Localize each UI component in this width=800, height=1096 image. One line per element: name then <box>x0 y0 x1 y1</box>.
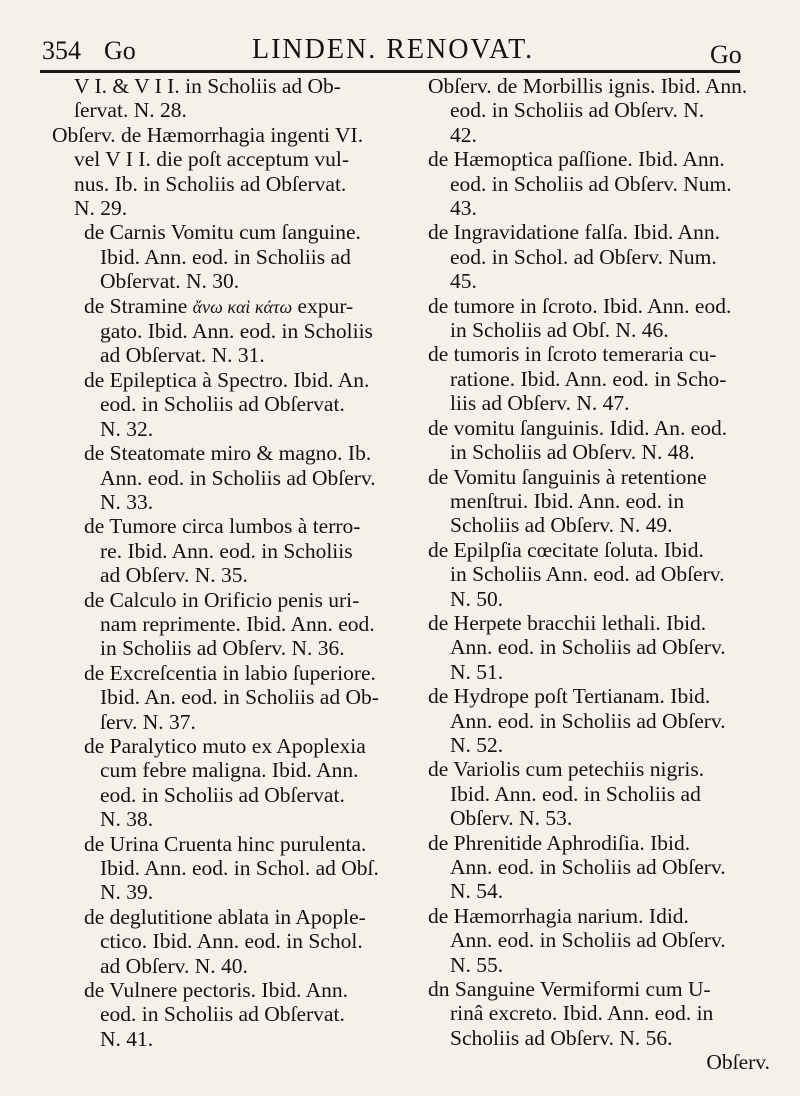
index-line: de Tumore circa lumbos à terro- <box>84 514 361 539</box>
index-line: Ann. eod. in Scholiis ad Obſerv. <box>450 855 726 879</box>
index-line: V I. & V I I. in Scholiis ad Ob- <box>74 74 341 98</box>
index-line: 42. <box>450 122 477 147</box>
index-line: de Excreſcentia in labio ſuperiore. <box>84 660 376 685</box>
running-title: LINDEN. RENOVAT. <box>252 34 535 65</box>
index-line: in Scholiis ad Obſerv. N. 36. <box>100 636 345 661</box>
index-line: eod. in Scholiis ad Obſerv. N. <box>450 98 705 123</box>
index-line: de tumoris in ſcroto temeraria cu- <box>428 342 717 367</box>
index-line: de Vulnere pectoris. Ibid. Ann. <box>84 978 349 1003</box>
index-line: ad Obſerv. N. 35. <box>100 563 248 588</box>
index-line: eod. in Scholiis ad Obſerv. Num. <box>450 171 732 196</box>
index-line: de Paralytico muto ex Apoplexia <box>84 733 366 758</box>
index-line: ad Obſerv. N. 40. <box>100 953 248 978</box>
index-line: de Carnis Vomitu cum ſanguine. <box>84 220 361 245</box>
index-line: in Scholiis Ann. eod. ad Obſerv. <box>450 562 725 587</box>
index-line: N. 38. <box>100 807 154 832</box>
index-line: Obſerv. de Morbillis ignis. Ibid. Ann. <box>428 74 748 98</box>
index-line: N. 41. <box>100 1026 154 1051</box>
index-line: ſerv. N. 37. <box>100 709 196 734</box>
index-line: Ann. eod. in Scholiis ad Obſerv. <box>450 635 726 660</box>
index-line: menſtrui. Ibid. Ann. eod. in <box>450 488 685 513</box>
index-line: gato. Ibid. Ann. eod. in Scholiis <box>100 319 373 344</box>
index-line: N. 54. <box>450 879 504 904</box>
index-line: de vomitu ſanguinis. Idid. An. eod. <box>428 415 728 440</box>
index-line: eod. in Schol. ad Obſerv. Num. <box>450 244 717 269</box>
index-line: rinâ excreto. Ibid. Ann. eod. in <box>450 1001 714 1026</box>
index-line: 43. <box>450 196 477 221</box>
index-line: Ann. eod. in Scholiis ad Obſerv. <box>100 465 376 490</box>
index-line: de Epileptica à Spectro. Ibid. An. <box>84 367 370 392</box>
index-line: ratione. Ibid. Ann. eod. in Scho- <box>450 366 727 391</box>
index-line: Ibid. Ann. eod. in Schol. ad Obſ. <box>100 856 379 880</box>
index-line: de Hæmorrhagia narium. Idid. <box>428 903 689 928</box>
index-line: N. 29. <box>74 196 128 221</box>
index-line: eod. in Scholiis ad Obſervat. <box>100 782 345 807</box>
index-line: N. 52. <box>450 732 504 757</box>
index-line: Ibid. An. eod. in Scholiis ad Ob- <box>100 685 379 710</box>
index-line: liis ad Obſerv. N. 47. <box>450 391 630 416</box>
index-line: Obſerv. N. 53. <box>450 806 573 831</box>
index-line: de Hydrope poſt Tertianam. Ibid. <box>428 684 711 709</box>
index-line: Obſerv. de Hæmorrhagia ingenti VI. <box>52 122 364 147</box>
index-line: dn Sanguine Vermiformi cum U- <box>428 977 711 1002</box>
greek-phrase: ἄνω καὶ κάτω <box>192 296 293 317</box>
index-line: re. Ibid. Ann. eod. in Scholiis <box>100 538 353 563</box>
index-line: Scholiis ad Obſerv. N. 49. <box>450 513 673 538</box>
left-catchword: Go <box>104 36 136 65</box>
index-line: de tumore in ſcroto. Ibid. Ann. eod. <box>428 293 732 318</box>
index-line: de Hæmoptica paſſione. Ibid. Ann. <box>428 147 725 172</box>
index-line: ctico. Ibid. Ann. eod. in Schol. <box>100 929 363 954</box>
index-line: de Epilpſia cœcitate ſoluta. Ibid. <box>428 537 704 562</box>
index-line: de Vomitu ſanguinis à retentione <box>428 464 707 489</box>
header-rule <box>40 70 740 73</box>
index-line: de Ingravidatione falſa. Ibid. Ann. <box>428 220 720 245</box>
index-line: N. 50. <box>450 586 504 611</box>
index-text: de Stramine <box>84 293 188 318</box>
index-line: de Herpete bracchii lethali. Ibid. <box>428 610 707 635</box>
index-text: expur- <box>297 293 354 318</box>
index-line: N. 55. <box>450 952 504 977</box>
page-number: 354 <box>42 36 81 65</box>
index-line: in Scholiis ad Obſerv. N. 48. <box>450 440 695 465</box>
index-line: cum febre maligna. Ibid. Ann. <box>100 758 359 783</box>
index-line: Ann. eod. in Scholiis ad Obſerv. <box>450 928 726 953</box>
index-line: de Steatomate miro & magno. Ib. <box>84 441 372 466</box>
index-line: de deglutitione ablata in Apople- <box>84 904 366 929</box>
left-column <box>52 74 392 1051</box>
index-line: Ann. eod. in Scholiis ad Obſerv. <box>450 708 726 733</box>
index-line <box>52 294 392 319</box>
index-line: N. 39. <box>100 880 154 905</box>
right-catchword: Go <box>710 40 742 69</box>
index-line: ad Obſervat. N. 31. <box>100 343 265 368</box>
index-line: nus. Ib. in Scholiis ad Obſervat. <box>74 171 347 196</box>
index-line: Ibid. Ann. eod. in Scholiis ad <box>100 244 351 269</box>
index-line: N. 51. <box>450 659 504 684</box>
index-line: eod. in Scholiis ad Obſervat. <box>100 392 345 417</box>
index-line: nam reprimente. Ibid. Ann. eod. <box>100 611 375 636</box>
index-line: de Variolis cum petechiis nigris. <box>428 757 705 782</box>
index-line: 45. <box>450 269 477 294</box>
right-column <box>428 74 778 1075</box>
index-line: N. 33. <box>100 489 154 514</box>
index-line: de Urina Cruenta hinc purulenta. <box>84 831 367 856</box>
index-line: de Calculo in Orificio penis uri- <box>84 587 360 612</box>
index-line: ſervat. N. 28. <box>74 98 187 123</box>
index-line: Scholiis ad Obſerv. N. 56. <box>450 1025 673 1050</box>
index-line: de Phrenitide Aphrodiſia. Ibid. <box>428 830 691 855</box>
index-line: N. 32. <box>100 416 154 441</box>
index-line: in Scholiis ad Obſ. N. 46. <box>450 318 669 343</box>
index-line: eod. in Scholiis ad Obſervat. <box>100 1002 345 1027</box>
index-line: Obſervat. N. 30. <box>100 269 240 294</box>
catchword-bottom: Obſerv. <box>706 1050 770 1075</box>
index-line: Ibid. Ann. eod. in Scholiis ad <box>450 781 701 806</box>
index-line: vel V I I. die poſt acceptum vul- <box>74 147 350 172</box>
